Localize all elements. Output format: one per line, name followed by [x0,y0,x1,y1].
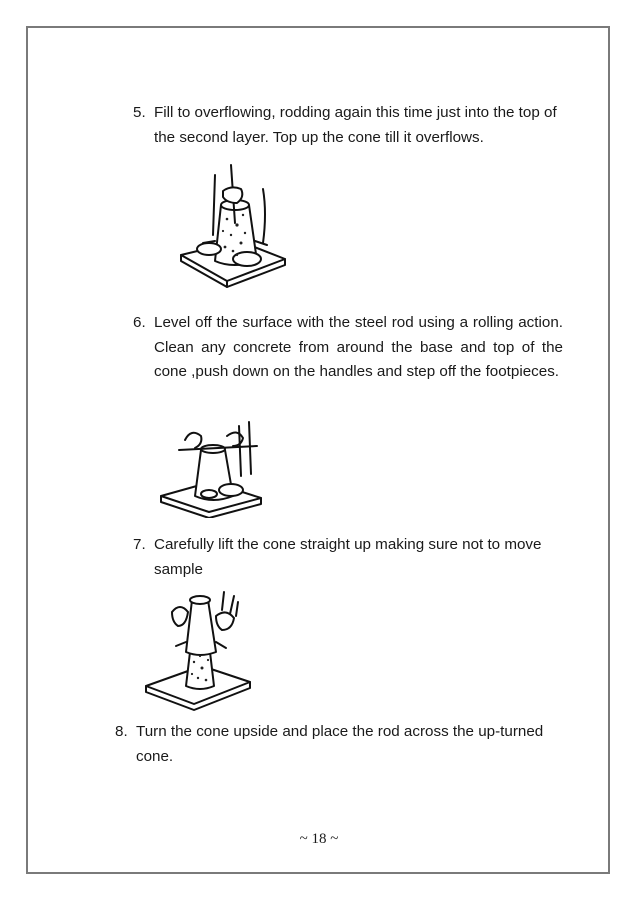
step-7-text: Carefully lift the cone straight up making sure not to move sample [154,536,542,578]
leveling-cone-drawing [157,416,271,518]
rodding-cone-drawing [175,163,297,295]
step-5-text: Fill to overflowing, rodding again this time just into the top of the second layer. Top up the cone till it overflows. [154,104,557,146]
step-7-number: 7. [133,536,146,553]
step-8 [115,720,563,769]
lifting-cone-illustration [142,582,254,712]
page-number: ~ 18 ~ [299,831,339,847]
leveling-cone-illustration [157,416,271,518]
step-5-number: 5. [133,104,146,121]
step-5 [133,101,563,150]
step-6 [133,311,563,385]
rodding-cone-illustration [175,163,297,295]
step-6-number: 6. [133,314,146,331]
lifting-cone-drawing [142,582,254,712]
step-8-text: Turn the cone upside and place the rod across the up-turned cone. [136,723,544,765]
step-8-number: 8. [115,723,128,740]
step-7 [133,533,563,582]
step-6-text: Level off the surface with the steel rod using a rolling action. Clean any concrete from around the base and top of the cone ,push down on the handles and step off the footpieces. [154,314,563,380]
